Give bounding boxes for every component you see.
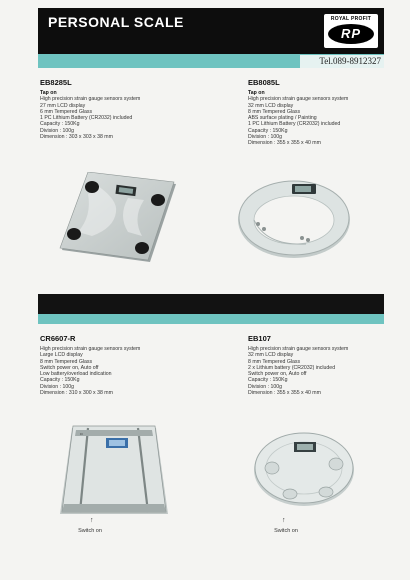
telephone-number: Tel.089-8912327 bbox=[300, 55, 384, 68]
spec-line: 8 mm Tempered Glass bbox=[248, 358, 301, 365]
scale-eb107-image bbox=[252, 428, 356, 508]
spec-line: Division : 100g bbox=[40, 383, 75, 390]
spec-line: Capacity : 150Kg bbox=[40, 121, 80, 128]
spec-line: Dimension : 355 x 355 x 40 mm bbox=[248, 390, 321, 397]
spec-line: 32 mm LCD display bbox=[248, 352, 294, 359]
spec-line: Division : 100g bbox=[248, 383, 283, 390]
switch-on-caption: Switch on bbox=[274, 528, 298, 534]
spec-line: Capacity : 150Kg bbox=[248, 127, 288, 134]
product-tag: Tap on bbox=[248, 90, 265, 96]
product-eb8285l bbox=[40, 78, 200, 140]
spec-line: High precision strain gauge sensors system bbox=[40, 346, 141, 352]
spec-line: 1 PC Lithium Battery (CR2032) included bbox=[248, 121, 341, 128]
product-eb8085l bbox=[248, 78, 398, 147]
spec-line: Dimension : 310 x 300 x 38 mm bbox=[40, 390, 113, 397]
product-name: CR6607-R bbox=[40, 334, 76, 343]
spec-line: Division : 100g bbox=[40, 127, 75, 134]
product-name: EB8285L bbox=[40, 78, 72, 87]
svg-text:••: •• bbox=[80, 431, 83, 436]
spec-line: Capacity : 150Kg bbox=[248, 377, 288, 384]
spec-line: High precision strain gauge sensors system bbox=[40, 96, 141, 103]
switch-on-caption: Switch on bbox=[78, 528, 102, 534]
spec-line: 1 PC Lithium Battery (CR2032) included bbox=[40, 115, 133, 122]
spec-line: ABS surface plating / Painting bbox=[248, 115, 317, 122]
logo-small-text: ROYAL PROFIT bbox=[330, 16, 372, 22]
spec-line: Switch power on, Auto off bbox=[40, 364, 99, 371]
scale-cr6607-r-image bbox=[58, 424, 170, 516]
spec-line: 6 mm Tempered Glass bbox=[40, 108, 93, 115]
spec-line: 8 mm Tempered Glass bbox=[248, 108, 301, 115]
product-tag: Tap on bbox=[40, 90, 57, 96]
spec-line: Capacity : 150Kg bbox=[40, 377, 80, 384]
spec-line: 27 mm LCD display bbox=[40, 102, 86, 109]
spec-line: Dimension : 355 x 355 x 40 mm bbox=[248, 140, 321, 147]
section-divider-accent bbox=[38, 314, 384, 324]
product-cr6607-r bbox=[40, 334, 200, 396]
up-arrow-icon: ↑ bbox=[282, 517, 286, 524]
spec-line: High precision strain gauge sensors system bbox=[248, 96, 349, 103]
spec-line: 2 x Lithium battery (CR2032) included bbox=[248, 364, 336, 371]
scale-eb8085l-image bbox=[236, 176, 352, 260]
brand-logo bbox=[324, 14, 378, 48]
up-arrow-icon: ↑ bbox=[90, 517, 94, 524]
spec-line: 32 mm LCD display bbox=[248, 102, 294, 109]
spec-line: High precision strain gauge sensors system bbox=[248, 346, 349, 352]
spec-line: Division : 100g bbox=[248, 134, 283, 141]
spec-line: Large LCD display bbox=[40, 352, 83, 359]
spec-line: Dimension : 303 x 303 x 38 mm bbox=[40, 134, 113, 141]
product-name: EB107 bbox=[248, 334, 271, 343]
product-name: EB8085L bbox=[248, 78, 280, 87]
page-title: PERSONAL SCALE bbox=[48, 14, 184, 30]
header-bar bbox=[38, 8, 384, 54]
logo-mark: RP bbox=[328, 24, 374, 44]
spec-line: Switch power on, Auto off bbox=[248, 371, 307, 378]
product-eb107 bbox=[248, 334, 398, 396]
spec-line: Low battery/overload indication bbox=[40, 371, 112, 378]
spec-line: 8 mm Tempered Glass bbox=[40, 358, 93, 365]
section-divider-bar bbox=[38, 294, 384, 314]
scale-eb8285l-image bbox=[58, 172, 178, 264]
